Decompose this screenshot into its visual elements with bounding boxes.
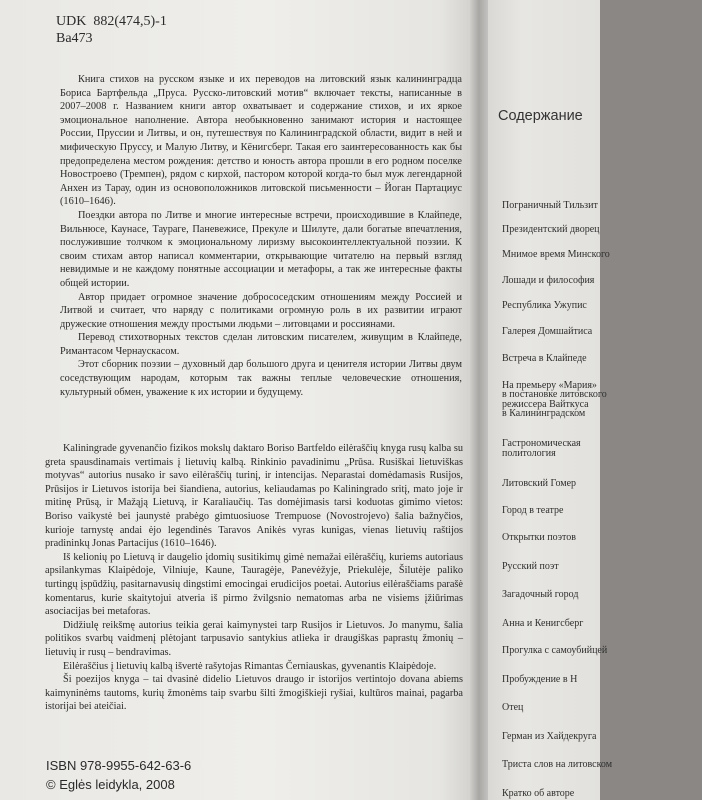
toc-item: Встреча в Клайпеде — [502, 352, 587, 364]
toc-item: Прогулка с самоубийцей — [502, 644, 608, 656]
russian-annotation — [60, 73, 462, 399]
toc-item: На премьеру «Мария» — [502, 379, 597, 391]
lt-paragraph: Didžiulę reikšmę autorius teikia gerai kaimynystei tarp Rusijos ir Lietuvos. Jo manymu, šalia politikos svarbų vaidmenį plėtojant tarpusavio santykius atlieka ir draugiškas paprastų žmonių – lietuvių ir rusų – bendravimas. — [45, 619, 463, 658]
toc-item: Республика Ужупис — [502, 300, 587, 312]
toc-item: Мнимое время Минского — [502, 249, 610, 261]
toc-item: в Калининградском — [502, 408, 586, 420]
ru-paragraph: Книга стихов на русском языке и их переводов на литовский язык калининградца Бориса Бартфельда „Пруса. Русско-литовский мотив“ включает тексты, написанные в 2007–2008 г. Названием книги автор охватывает и содержание стихов, и их яркое эмоциональное наполнение. Автора необыкновенно занимают история и настоящее России, Пруссии и Литвы, и он, путешествуя по Калининградской области, видит в ней и мифическую Пруссу, и Малую Литву, и Кёнигсберг. Такая его заинтересованность как бы предопределена местом рождения: детство и юность автора прошли в его родном поселке Новостроево (Тремпен), рядом с кирхой, пастором которой когда-то был муж легендарной Анхен из Тарау, один из основоположников литовской письменности – Йоган Партациус (1610–1646). — [60, 74, 462, 208]
catalog-codes — [56, 13, 167, 47]
lt-paragraph: Ši poezijos knyga – tai dvasinė didelio Lietuvos draugo ir istorijos vertintojo dovana abiems kaimyninėms tautoms, kurių žmonėms taip svarbu šilti žmogiškieji ryšiai, kultūros mainai, pagarba istorijai bei ateičiai. — [45, 674, 463, 713]
lt-paragraph: Eilėraščius į lietuvių kalbą išvertė rašytojas Rimantas Černiauskas, gyvenantis Klaipėdoje. — [63, 660, 437, 672]
toc-item: Президентский дворец — [502, 223, 600, 235]
toc-item: Открытки поэтов — [502, 532, 576, 544]
lt-paragraph: Kaliningrade gyvenančio fizikos mokslų daktaro Boriso Bartfeldo eilėraščių knyga rusų kalba su greta spausdinamais vertimais į lietuvių kalbą. Rinkinio pavadinimu „Prūsa. Rusiškai lietuviškas motyvas“ autorius nusako ir savo eilėraščių turinį, ir intencijas. Neparastai domėdamasis Rusijos, Prūsijos ir Lietuvos istorija bei šiandiena, autorius, keliaudamas po Kaliningrado sritį, mato joje ir mitinę Prūsą, ir Mažąją Lietuvą, ir Karaliaučių. Tas domėjimasis tarsi koduotas gimimo vietos: Boriso vaikystė bei jaunystė prabėgo gimtuosiuose Trempuose (Novostrojevo) šalia bažnyčios, kurioje tarnystę andai ėjo legendinės Taravos Anikės vyras kunigas, vienas lietuvių raštijos pradininkų Jonas Partacijus (1610–1646). — [45, 443, 463, 550]
toc-item: Загадочный город — [502, 589, 579, 601]
toc-item: в постановке литовского — [502, 389, 607, 401]
right-page — [488, 0, 613, 800]
toc-item: Пограничный Тильзит — [502, 200, 598, 211]
bbk-code: Ba473 — [56, 31, 93, 46]
toc-item: Отец — [502, 702, 524, 714]
book-gutter — [470, 0, 490, 800]
toc-item: Анна и Кенигсберг — [502, 617, 584, 629]
toc-item: Гастрономическая — [502, 438, 581, 450]
toc-item: Литовский Гомер — [502, 478, 577, 490]
toc-item: Русский поэт — [502, 560, 559, 572]
toc-heading: Содержание — [498, 108, 583, 124]
toc-item: Пробуждение в Н — [502, 673, 578, 685]
toc-item: Триста слов на литовском — [502, 759, 613, 771]
lt-paragraph: Iš kelionių po Lietuvą ir daugelio įdomių susitikimų gimė nemažai eilėraščių, kuriems autoriaus apsilankymas Klaipėdoje, Vilniuje, Kaune, Tauragėje, Panevėžyje, Priekulėje, Šilutėje paliko turtingų įspūdžių, pasitarnavusių dingstimi emocingai erudicijos poetai. Autorius eilėraščiams parašė komentarus, kurie skaitytojui atveria iš pirmo žvilgsnio nematomas arba ne visiems įžiūrimas asociacijas bei metaforas. — [45, 551, 463, 618]
isbn-number: ISBN 978-9955-642-63-6 — [46, 758, 192, 773]
lithuanian-annotation — [45, 442, 463, 714]
toc-item: Город в театре — [502, 505, 564, 517]
toc-item: режиссера Вайткуса — [502, 398, 589, 410]
toc-item: Герман из Хайдекруга — [502, 730, 597, 742]
toc-item: политология — [502, 447, 556, 459]
toc-item: Кратко об авторе — [502, 788, 575, 799]
toc-item: Галерея Домшайтиса — [502, 325, 593, 337]
ru-paragraph: Этот сборник поэзии – духовный дар большого друга и ценителя истории Литвы двум соседствующим народам, которым так важны теплые человеческие отношения, культурный обмен, уважение к их истории и будущему. — [60, 359, 462, 398]
ru-paragraph: Автор придает огромное значение добрососедским отношениям между Россией и Литвой и считает, что наряду с политиками огромную роль в их развитии играют дружеские отношения между простыми людьми – литовцами и россиянами. — [60, 291, 462, 330]
toc-item: Лошади и философия — [502, 274, 595, 286]
copyright-notice: © Eglės leidykla, 2008 — [46, 777, 175, 792]
ru-paragraph: Поездки автора по Литве и многие интересные встречи, происходившие в Клайпеде, Вильнюсе, Каунасе, Таураге, Паневежисе, Прекуле и Шилуте, дали богатые впечатления, послужившие толчком к эмоциональному лиризму высокоинтеллектуальной поэзии. К своим стихам автор написал комментарии, открывающие читателю на первый взгляд невидимые и не каждому понятные ассоциации и метафоры, а так же интересные факты общей истории. — [60, 209, 462, 289]
ru-paragraph: Перевод стихотворных текстов сделан литовским писателем, живущим в Клайпеде, Римантасом Чернаускасом. — [60, 332, 462, 357]
udk-code: UDK 882(474,5)-1 — [56, 14, 167, 29]
